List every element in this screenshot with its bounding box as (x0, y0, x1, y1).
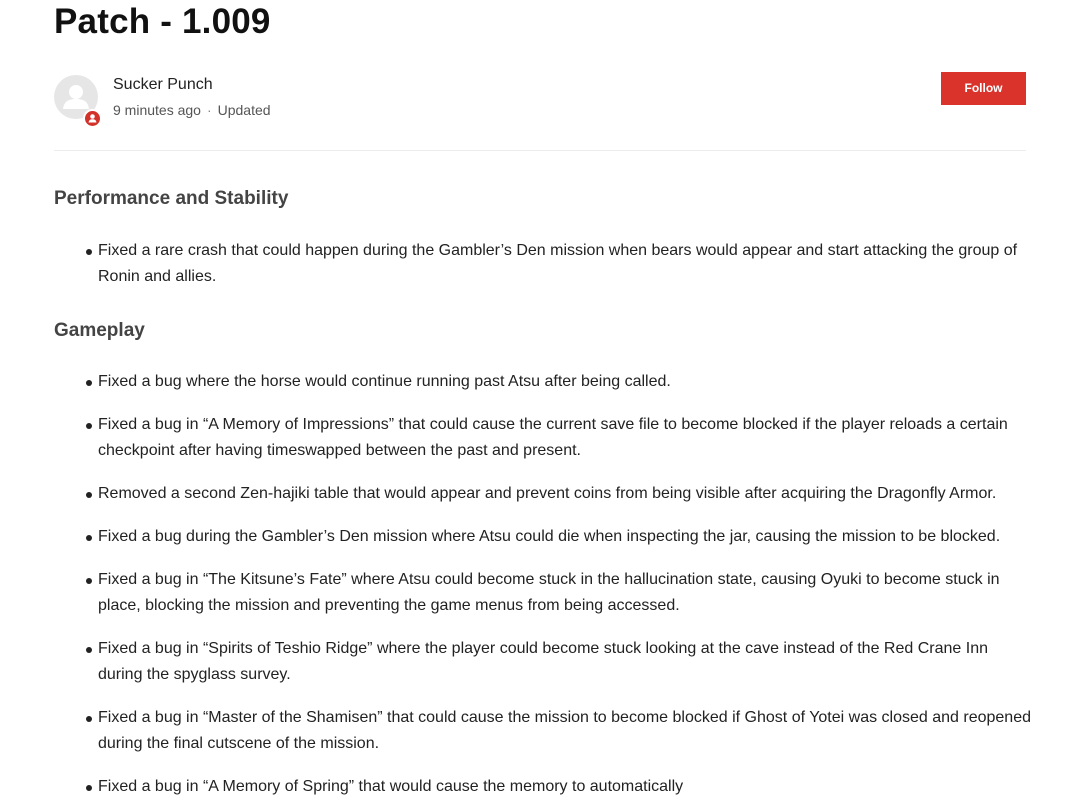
meta-separator: · (206, 102, 212, 118)
section-heading-gameplay: Gameplay (54, 320, 145, 341)
user-avatar-icon[interactable] (54, 75, 98, 119)
page-title: Patch - 1.009 (54, 2, 271, 41)
divider (54, 150, 1026, 151)
list-item: Fixed a bug in “Master of the Shamisen” that could cause the mission to become blocked if Ghost of Yotei was closed and reopened during the final cutscene of the mission. (54, 705, 1034, 757)
gameplay-list (54, 369, 1034, 800)
follow-button[interactable]: Follow (941, 72, 1026, 105)
post-status: Updated (217, 102, 271, 118)
list-item: Fixed a bug during the Gambler’s Den mission where Atsu could die when inspecting the jar, causing the mission to be blocked. (54, 524, 1034, 550)
author-name[interactable]: Sucker Punch (113, 76, 213, 93)
post-time: 9 minutes ago (113, 102, 201, 118)
list-item: Removed a second Zen-hajiki table that would appear and prevent coins from being visible after acquiring the Dragonfly Armor. (54, 481, 1034, 507)
list-item: Fixed a bug in “The Kitsune’s Fate” where Atsu could become stuck in the hallucination state, causing Oyuki to become stuck in place, blocking the mission and preventing the game menus from being accessed. (54, 567, 1034, 619)
list-item: Fixed a bug in “A Memory of Spring” that would cause the memory to automatically (54, 774, 1034, 800)
section-heading-performance: Performance and Stability (54, 188, 289, 209)
performance-list (54, 238, 1034, 290)
post-meta (113, 101, 271, 119)
list-item: Fixed a bug where the horse would continue running past Atsu after being called. (54, 369, 1034, 395)
author-bar (54, 72, 1026, 124)
badge-person-glyph (85, 111, 100, 126)
list-item: Fixed a bug in “Spirits of Teshio Ridge” where the player could become stuck looking at the cave instead of the Red Crane Inn during the spyglass survey. (54, 636, 1034, 688)
list-item: Fixed a rare crash that could happen during the Gambler’s Den mission when bears would appear and start attacking the group of Ronin and allies. (54, 238, 1034, 290)
profile-badge-icon (83, 109, 102, 128)
article-body (54, 184, 1034, 800)
list-item: Fixed a bug in “A Memory of Impressions” that could cause the current save file to become blocked if the player reloads a certain checkpoint after having timeswapped between the past and present. (54, 412, 1034, 464)
